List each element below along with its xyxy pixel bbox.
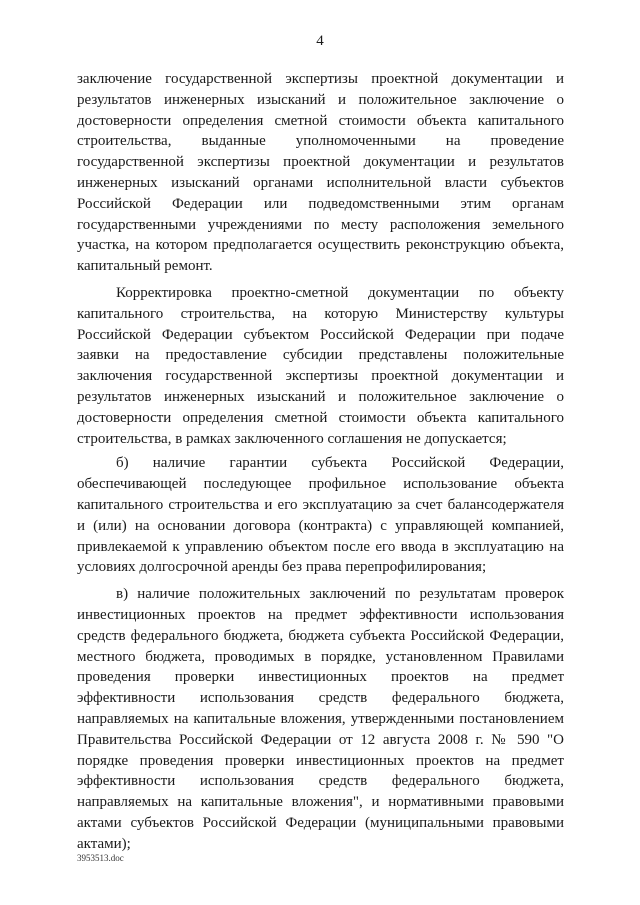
footer-filename: 3953513.doc (77, 853, 124, 863)
paragraph-item-v: в) наличие положительных заключений по результатам проверок инвестиционных проектов на предмет эффективности использования средств федерального бюджета, бюджета субъекта Российской Федерации, местного бюджета, проводимых в порядке, установленном Правилами проведения проверки инвестиционных проектов на предмет эффективности использования средств федерального бюджета, направляемых на капитальные вложения, утвержденными постановлением Правительства Российской Федерации от 12 августа 2008 г. № 590 "О порядке проведения проверки инвестиционных проектов на предмет эффективности использования средств федерального бюджета, направляемых на капитальные вложения", и нормативными правовыми актами субъектов Российской Федерации (муниципальными правовыми актами); (77, 586, 564, 852)
page-number: 4 (316, 33, 324, 49)
paragraph-continuation: заключение государственной экспертизы проектной документации и результатов инженерных изысканий и положительное заключение о достоверности определения сметной стоимости объекта капитального строительства, выданные уполномоченными на проведение государственной экспертизы проектной документации и результатов инженерных изысканий органами исполнительной власти субъектов Российской Федерации или подведомственными этим органам государственными учреждениями по месту расположения земельного участка, на котором предполагается осуществить реконструкцию объекта, капитальный ремонт. (77, 71, 564, 275)
paragraph-correction-prohibition: Корректировка проектно-сметной документации по объекту капитального строительства, на которую Министерству культуры Российской Федерации субъектом Российской Федерации при подаче заявки на предоставление субсидии представлены положительные заключения государственной экспертизы проектной документации и результатов инженерных изысканий и положительное заключение о достоверности определения сметной стоимости объекта капитального строительства, в рамках заключенного соглашения не допускается; (77, 284, 564, 447)
document-body (77, 69, 564, 854)
paragraph-item-b: б) наличие гарантии субъекта Российской Федерации, обеспечивающей последующее профильное использование объекта капитального строительства и его эксплуатацию за счет балансодержателя и (или) на основании договора (контракта) с управляющей компанией, привлекаемой к управлению объектом после его ввода в эксплуатацию на условиях долгосрочной аренды без права перепрофилирования; (77, 455, 564, 576)
